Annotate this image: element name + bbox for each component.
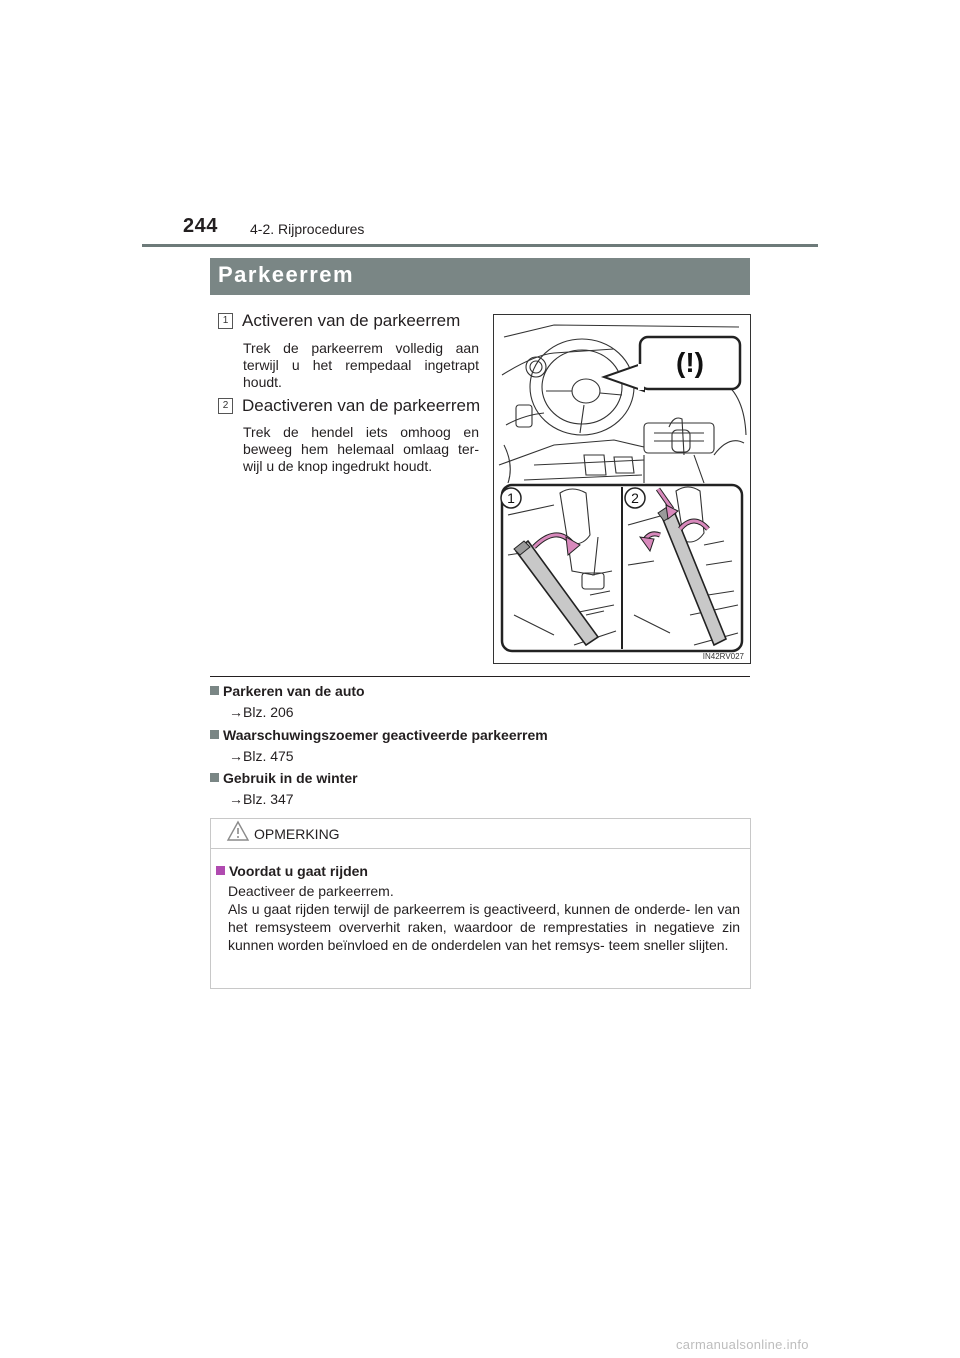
step-2-badge: 2 — [218, 398, 233, 414]
header-rule — [142, 244, 818, 247]
dashboard-drawing — [494, 315, 750, 663]
bullet-square-icon — [210, 686, 219, 695]
note-2-ref: →Blz. 475 — [229, 748, 294, 764]
parking-brake-illustration — [493, 314, 751, 664]
section-title: Parkeerrem — [218, 262, 355, 287]
bullet-square-icon — [210, 730, 219, 739]
note-3-title: Gebruik in de winter — [210, 770, 358, 786]
notice-line-2: Als u gaat rijden terwijl de parkeerrem is geactiveerd, kunnen de onderde- len van het remsysteem oververhit raken, waardoor de remprestaties in negatieve zin kunnen worden beïnvloed en de onderdelen van het remsys- teem sneller slijten. — [228, 901, 740, 953]
notice-label: OPMERKING — [254, 826, 340, 842]
note-1-title: Parkeren van de auto — [210, 683, 365, 699]
footer-watermark: carmanualsonline.info — [676, 1337, 809, 1352]
brake-warning-lamp-icon: (!) — [676, 347, 704, 378]
step-2-body: Trek de hendel iets omhoog en beweeg hem helemaal omlaag ter- wijl u de knop ingedrukt houdt. — [243, 424, 479, 474]
panel-2-callout: 2 — [631, 490, 639, 506]
notice-body — [228, 882, 740, 954]
section-banner — [210, 258, 750, 295]
notice-subtitle: Voordat u gaat rijden — [216, 863, 368, 879]
step-1-badge: 1 — [218, 313, 233, 329]
note-2-title: Waarschuwingszoemer geactiveerde parkeerrem — [210, 727, 548, 743]
notice-header-rule — [211, 848, 750, 849]
notice-line-1: Deactiveer de parkeerrem. — [228, 883, 394, 899]
bullet-square-icon — [210, 773, 219, 782]
step-1-body: Trek de parkeerrem volledig aan terwijl u het rempedaal ingetrapt houdt. — [243, 340, 479, 390]
section-reference: 4-2. Rijprocedures — [250, 221, 365, 237]
bullet-square-icon — [216, 866, 225, 875]
note-1-ref: →Blz. 206 — [229, 704, 294, 720]
page-number: 244 — [183, 215, 218, 237]
step-1-title: Activeren van de parkeerrem — [242, 311, 461, 330]
step-2-title: Deactiveren van de parkeerrem — [242, 396, 481, 415]
caution-triangle-icon — [226, 820, 250, 844]
section-divider — [210, 676, 750, 677]
illustration-code: IN42RV027 — [702, 652, 744, 661]
note-3-ref: →Blz. 347 — [229, 791, 294, 807]
panel-1-callout: 1 — [507, 490, 515, 506]
